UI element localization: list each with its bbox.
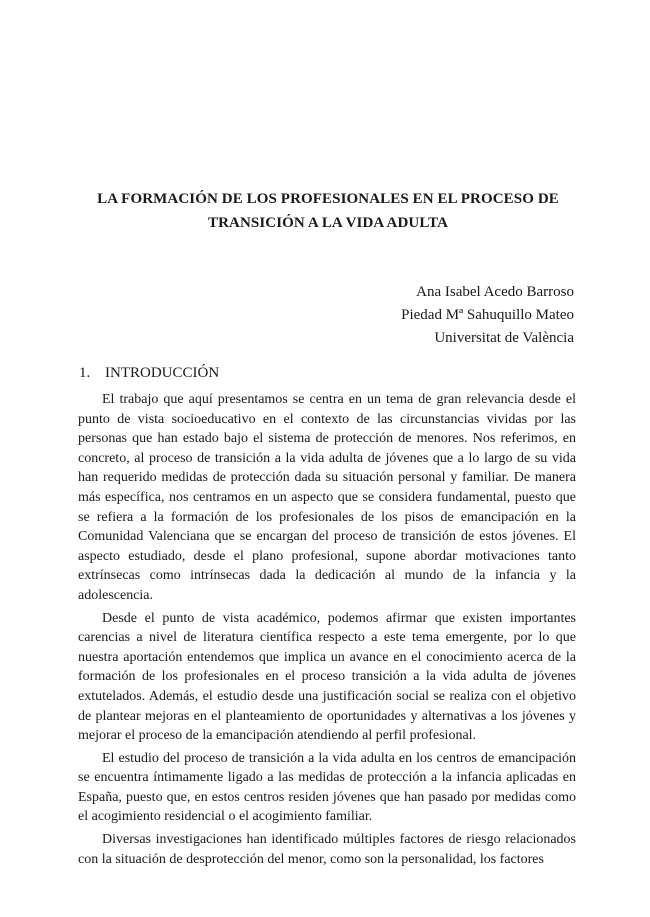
author-block [401, 281, 574, 350]
paragraph: El estudio del proceso de transición a la vida adulta en los centros de emancipación se encuentra íntimamente ligado a las medidas de protección a la infancia aplicadas en España, puesto que, en estos centros residen jóvenes que han pasado por medidas como el acogimiento residencial o el acogimiento familiar. [78, 750, 576, 825]
author-name: Ana Isabel Acedo Barroso [416, 284, 574, 300]
body-text [78, 390, 576, 872]
section-number: 1. [79, 365, 91, 381]
paragraph: Diversas investigaciones han identificado múltiples factores de riesgo relacionados con la situación de desprotección del menor, como son la personalidad, los factores [78, 832, 576, 867]
author-name: Piedad Mª Sahuquillo Mateo [401, 307, 574, 323]
paragraph: Desde el punto de vista académico, podemos afirmar que existen importantes carencias a nivel de literatura científica respecto a este tema emergente, por lo que nuestra aportación entendemos que implica un avance en el conocimiento acerca de la formación de los profesionales en el proceso transición a la vida adulta de jóvenes extutelados. Además, el estudio desde una justificación social se realiza con el objetivo de plantear mejoras en el planteamiento de oportunidades y alternativas a los jóvenes y mejorar el proceso de la emancipación atendiendo al perfil profesional. [78, 610, 576, 744]
paper-title [78, 187, 578, 235]
section-title: INTRODUCCIÓN [105, 365, 220, 381]
paper-title-line-1: LA FORMACIÓN DE LOS PROFESIONALES EN EL PROCESO DE [97, 191, 559, 207]
section-heading [79, 363, 219, 383]
paper-title-line-2: TRANSICIÓN A LA VIDA ADULTA [208, 215, 448, 231]
author-affiliation: Universitat de València [434, 330, 574, 346]
paragraph: El trabajo que aquí presentamos se centra en un tema de gran relevancia desde el punto de vista socioeducativo en el contexto de las circunstancias vividas por las personas que han estado bajo el sistema de protección de menores. Nos referimos, en concreto, al proceso de transición a la vida adulta de jóvenes que a lo largo de su vida han requerido medidas de protección dada su situación personal y familiar. De manera más específica, nos centramos en un aspecto que se considera fundamental, puesto que se refiera a la formación de los profesionales de los pisos de emancipación en la Comunidad Valenciana que se encargan del proceso de transición de estos jóvenes. El aspecto estudiado, desde el plano profesional, supone abordar motivaciones tanto extrínsecas como intrínsecas dada la dedicación al mundo de la infancia y la adolescencia. [78, 392, 576, 603]
